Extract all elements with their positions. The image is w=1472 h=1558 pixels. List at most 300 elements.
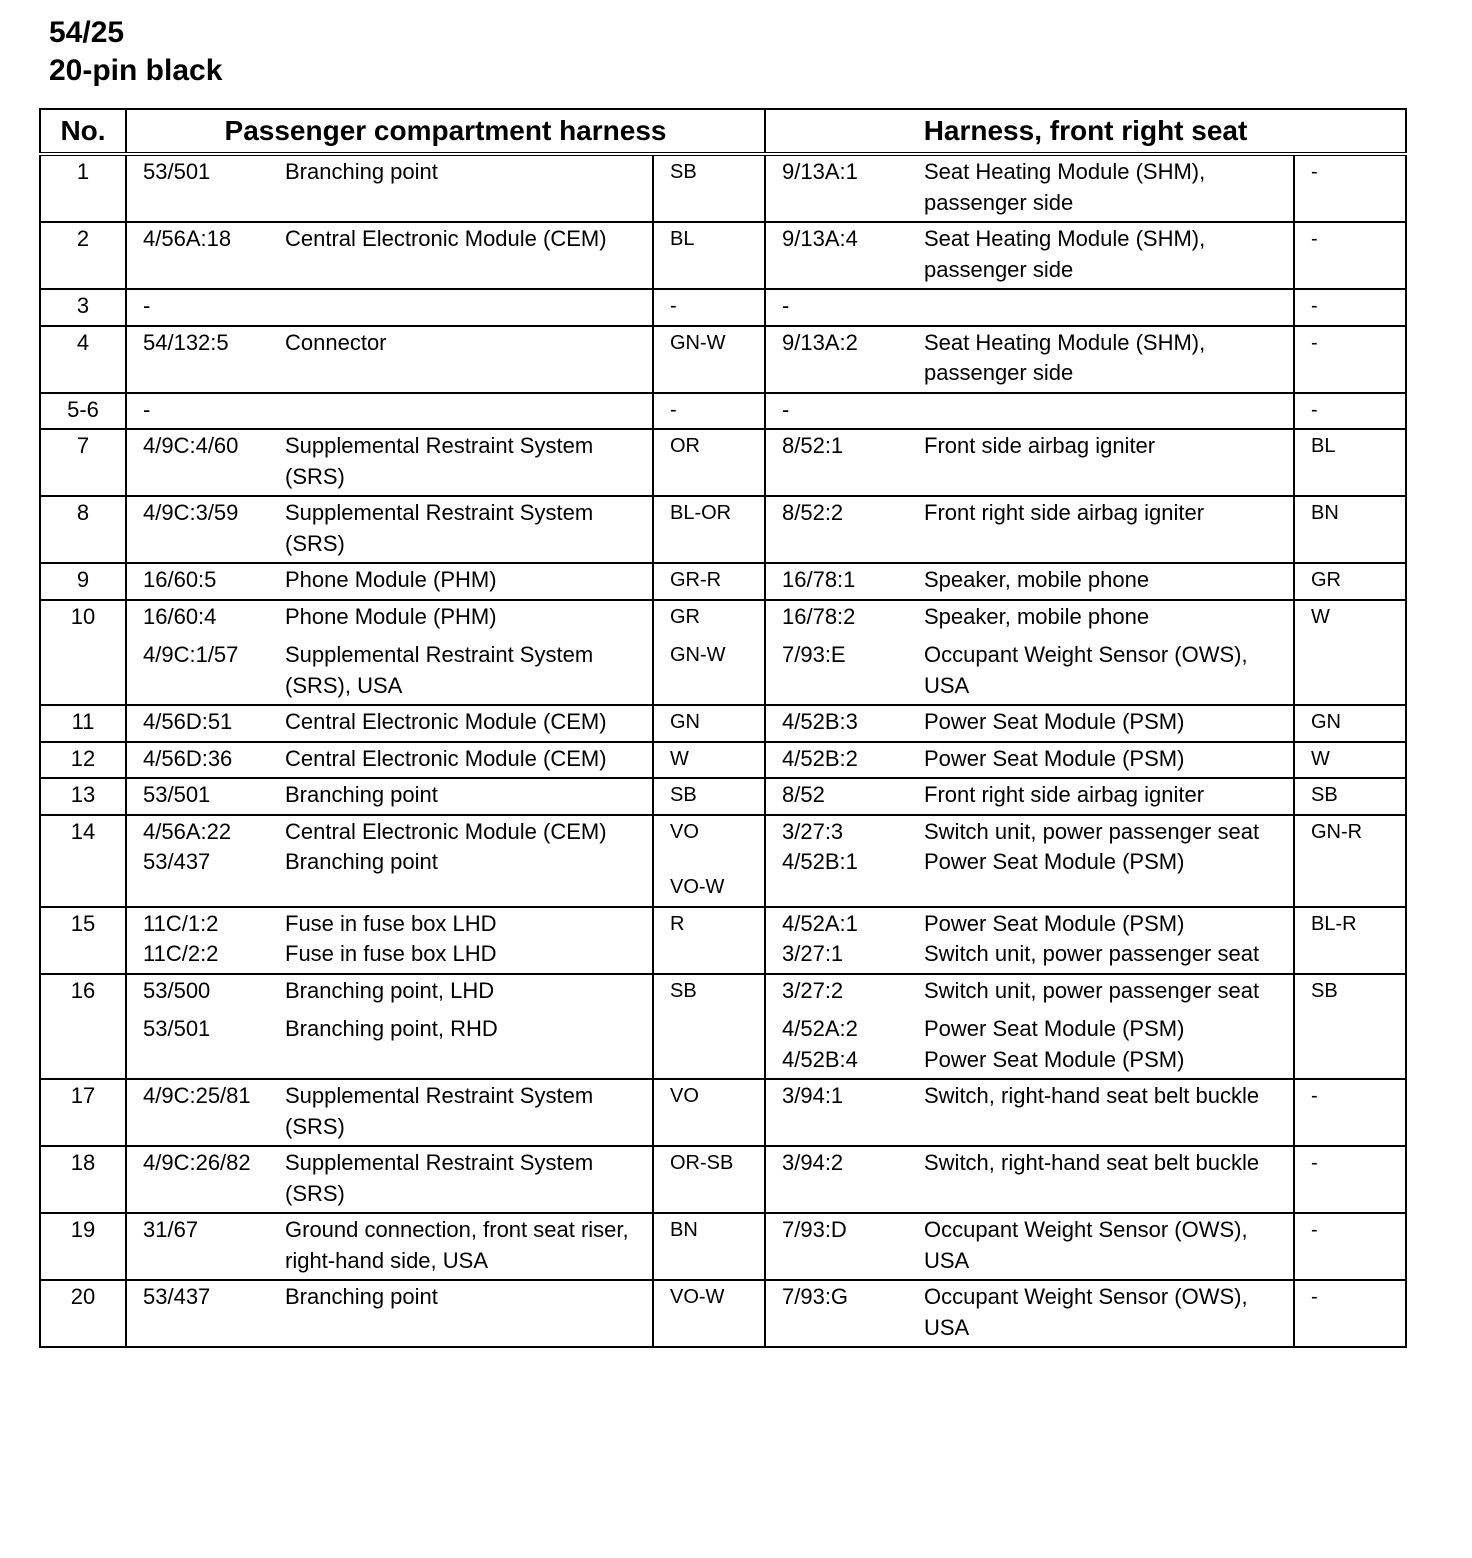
component-description: Speaker, mobile phone [924, 567, 1150, 592]
connector-pin: 4/52B:2 [782, 745, 858, 771]
wire-color: SB [1311, 979, 1338, 1002]
left-connection-entry [127, 744, 652, 775]
right-wire-color-cell [1294, 429, 1406, 496]
table-row [40, 222, 1406, 289]
left-harness-cell [126, 705, 653, 742]
connector-pin: 4/56D:51 [143, 709, 233, 734]
component-description: Supplemental Restraint System (SRS) [285, 433, 594, 489]
right-connection-entry [766, 817, 1293, 848]
component-description: Fuse in fuse box LHD [285, 941, 497, 966]
component-description [924, 395, 1293, 426]
connector-pin: 53/501 [143, 1016, 211, 1041]
left-connection-entry [127, 431, 652, 492]
wire-color: - [1311, 1286, 1318, 1308]
pin-number: 2 [40, 222, 126, 289]
left-wire-color-cell [653, 974, 765, 1080]
left-connection-entry [127, 602, 652, 633]
pin-number: 11 [40, 705, 126, 742]
right-harness-cell [765, 393, 1294, 430]
entry-spacer [766, 1006, 1293, 1014]
table-row [40, 496, 1406, 563]
right-wire-color-cell [1294, 1146, 1406, 1213]
left-harness-cell [126, 1213, 653, 1280]
table-row [40, 326, 1406, 393]
connector-pin: - [782, 293, 790, 318]
wire-color: BL [670, 228, 695, 250]
left-connection-entry [127, 565, 652, 596]
table-row [40, 289, 1406, 326]
table-row [40, 1146, 1406, 1213]
wire-color: SB [670, 979, 697, 1002]
right-connection-entry [766, 157, 1293, 218]
pin-number: 1 [40, 154, 126, 222]
right-harness-cell [765, 326, 1294, 393]
left-connection-entry [127, 498, 652, 559]
left-harness-cell [126, 1280, 653, 1347]
table-row [40, 1079, 1406, 1146]
component-description: Switch, right-hand seat belt buckle [924, 1083, 1260, 1108]
left-connection-entry [127, 1014, 652, 1045]
connector-pin: 4/9C:3/59 [143, 500, 239, 525]
left-wire-color-cell [653, 154, 765, 222]
component-description: Front side airbag igniter [924, 433, 1156, 458]
left-wire-color-cell [653, 705, 765, 742]
right-connection-entry [766, 498, 1293, 529]
connector-description: 20-pin black [49, 54, 223, 87]
right-harness-cell [765, 289, 1294, 326]
wire-color: GN [1311, 711, 1341, 733]
connector-pin: 4/9C:25/81 [143, 1083, 251, 1108]
right-wire-color-cell [1294, 1280, 1406, 1347]
right-connection-entry [766, 640, 1293, 701]
pin-number: 14 [40, 815, 126, 907]
connector-pin: 9/13A:4 [782, 226, 858, 251]
pin-number: 16 [40, 974, 126, 1080]
right-wire-color-cell [1294, 778, 1406, 815]
component-description: Phone Module (PHM) [285, 603, 497, 629]
left-harness-cell [126, 429, 653, 496]
component-description: Power Seat Module (PSM) [924, 709, 1185, 734]
component-description: Switch, right-hand seat belt buckle [924, 1150, 1260, 1175]
component-description: Supplemental Restraint System (SRS) [285, 1083, 594, 1139]
connector-pin: 31/67 [143, 1217, 199, 1242]
table-row [40, 742, 1406, 779]
component-description: Branching point [285, 1284, 438, 1309]
component-description: Power Seat Module (PSM) [924, 745, 1185, 771]
connector-pin: 4/9C:1/57 [143, 642, 239, 667]
connector-pin: 11C/2:2 [143, 941, 219, 966]
wire-color: GN-W [670, 331, 726, 354]
right-harness-cell [765, 815, 1294, 907]
right-wire-color-cell [1294, 496, 1406, 563]
component-description: Supplemental Restraint System (SRS), USA [285, 642, 594, 698]
right-connection-entry [766, 939, 1293, 970]
component-description [285, 291, 652, 322]
component-description: Front right side airbag igniter [924, 782, 1205, 807]
pin-number: 7 [40, 429, 126, 496]
component-description: Ground connection, front seat riser, right-hand side, USA [285, 1217, 629, 1273]
right-connection-entry [766, 1045, 1293, 1076]
connector-pin: 4/52B:4 [782, 1046, 858, 1072]
component-description: Branching point, RHD [285, 1016, 498, 1041]
connector-pin: 7/93:D [782, 1217, 847, 1242]
component-description: Branching point [285, 849, 438, 874]
pin-number: 5-6 [40, 393, 126, 430]
right-harness-cell [765, 705, 1294, 742]
right-wire-color-cell [1294, 907, 1406, 974]
component-description: Seat Heating Module (SHM), passenger side [924, 226, 1206, 282]
wire-color: - [670, 295, 677, 317]
left-wire-color-cell [653, 1079, 765, 1146]
left-connection-entry [127, 1081, 652, 1142]
right-connection-entry [766, 224, 1293, 285]
wire-color: BL-OR [670, 502, 732, 524]
component-description: Front right side airbag igniter [924, 500, 1205, 525]
component-description: Seat Heating Module (SHM), passenger side [924, 329, 1206, 385]
wire-color: BN [670, 1219, 698, 1241]
table-row [40, 705, 1406, 742]
component-description: Central Electronic Module (CEM) [285, 745, 607, 771]
table-row [40, 907, 1406, 974]
table-body [40, 154, 1406, 1347]
left-wire-color-cell [653, 600, 765, 706]
connector-pin: 53/437 [143, 1284, 211, 1309]
connector-pin: 11C/1:2 [143, 910, 219, 936]
left-connection-entry [127, 291, 652, 322]
left-harness-cell [126, 907, 653, 974]
right-connection-entry [766, 1081, 1293, 1112]
connector-pin: 9/13A:1 [782, 159, 858, 184]
table-row [40, 778, 1406, 815]
right-wire-color-cell [1294, 154, 1406, 222]
connector-pin: - [143, 396, 151, 422]
wire-color: VO [670, 1085, 699, 1107]
left-harness-cell [126, 289, 653, 326]
wire-color: SB [670, 161, 697, 183]
pin-number: 17 [40, 1079, 126, 1146]
left-connection-entry [127, 1148, 652, 1209]
component-description: Power Seat Module (PSM) [924, 1016, 1185, 1041]
right-connection-entry [766, 780, 1293, 811]
left-wire-color-cell [653, 778, 765, 815]
wire-color: GR-R [670, 569, 722, 591]
right-connection-entry [766, 707, 1293, 738]
component-description: Power Seat Module (PSM) [924, 849, 1185, 874]
left-harness-cell [126, 1146, 653, 1213]
header-right-harness: Harness, front right seat [765, 109, 1406, 154]
connector-pin: 53/501 [143, 159, 211, 184]
connector-pin: 53/501 [143, 782, 211, 807]
right-connection-entry [766, 291, 1293, 322]
wire-color: OR-SB [670, 1152, 734, 1174]
right-connection-entry [766, 976, 1293, 1007]
component-description: Switch unit, power passenger seat [924, 941, 1260, 966]
left-connection-entry [127, 707, 652, 738]
component-description: Power Seat Module (PSM) [924, 1046, 1185, 1072]
component-description: Switch unit, power passenger seat [924, 977, 1260, 1003]
left-wire-color-cell [653, 1280, 765, 1347]
right-wire-color-cell [1294, 742, 1406, 779]
left-connection-entry [127, 976, 652, 1007]
component-description: Fuse in fuse box LHD [285, 910, 497, 936]
right-wire-color-cell [1294, 815, 1406, 907]
right-wire-color-cell [1294, 393, 1406, 430]
pin-number: 10 [40, 600, 126, 706]
right-wire-color-cell [1294, 326, 1406, 393]
pin-number: 18 [40, 1146, 126, 1213]
component-description: Occupant Weight Sensor (OWS), USA [924, 1284, 1248, 1340]
connector-pin: 3/94:2 [782, 1150, 844, 1175]
left-wire-color-cell [653, 429, 765, 496]
wire-color: - [1311, 1085, 1318, 1107]
component-description: Branching point [285, 159, 438, 184]
wire-color: W [1311, 605, 1330, 628]
left-connection-entry [127, 640, 652, 701]
right-connection-entry [766, 565, 1293, 596]
left-wire-color-cell [653, 393, 765, 430]
right-wire-color-cell [1294, 1213, 1406, 1280]
left-harness-cell [126, 600, 653, 706]
right-connection-entry [766, 1148, 1293, 1179]
right-wire-color-cell [1294, 222, 1406, 289]
left-connection-entry [127, 224, 652, 255]
component-description: Power Seat Module (PSM) [924, 910, 1185, 936]
connector-pin: 9/13A:2 [782, 329, 858, 355]
wire-color: BL [1311, 435, 1336, 457]
right-connection-entry [766, 1282, 1293, 1343]
wire-color: GR [1311, 569, 1341, 591]
connector-pin: 16/60:5 [143, 567, 217, 592]
right-harness-cell [765, 1079, 1294, 1146]
wire-color: GR [670, 605, 700, 628]
pin-number: 15 [40, 907, 126, 974]
table-row [40, 563, 1406, 600]
connector-pin: 7/93:E [782, 642, 846, 667]
left-harness-cell [126, 974, 653, 1080]
connector-number: 54/25 [49, 16, 125, 49]
left-wire-color-cell [653, 222, 765, 289]
right-harness-cell [765, 778, 1294, 815]
connector-pin: 4/9C:26/82 [143, 1150, 251, 1175]
wire-color: VO-W [670, 876, 725, 898]
connector-pin: 4/56A:18 [143, 226, 232, 251]
right-connection-entry [766, 1014, 1293, 1045]
connector-pin: - [143, 293, 151, 318]
table-row [40, 154, 1406, 222]
left-connection-entry [127, 157, 652, 188]
table-row [40, 815, 1406, 907]
left-harness-cell [126, 742, 653, 779]
connector-pin: 54/132:5 [143, 329, 229, 355]
table-row [40, 1213, 1406, 1280]
pin-number: 19 [40, 1213, 126, 1280]
right-wire-color-cell [1294, 600, 1406, 706]
component-description: Central Electronic Module (CEM) [285, 709, 607, 734]
component-description [285, 395, 652, 426]
left-harness-cell [126, 154, 653, 222]
wire-color: - [1311, 1219, 1318, 1241]
right-connection-entry [766, 431, 1293, 462]
connector-pin: 16/60:4 [143, 603, 217, 629]
pin-number: 12 [40, 742, 126, 779]
right-connection-entry [766, 602, 1293, 633]
table-row [40, 429, 1406, 496]
wire-color: - [1311, 1152, 1318, 1174]
left-wire-color-cell [653, 907, 765, 974]
connector-pin: 8/52:1 [782, 433, 844, 458]
wire-color: GN-W [670, 644, 726, 666]
connector-pin: 7/93:G [782, 1284, 849, 1309]
component-description: Speaker, mobile phone [924, 603, 1150, 629]
left-connection-entry [127, 847, 652, 878]
connector-pin: 8/52:2 [782, 500, 844, 525]
connector-pin: 8/52 [782, 782, 825, 807]
pin-number: 13 [40, 778, 126, 815]
connector-pin: 16/78:2 [782, 603, 856, 629]
component-description [924, 291, 1293, 322]
component-description: Connector [285, 329, 387, 355]
wire-color: - [1311, 331, 1318, 354]
right-harness-cell [765, 1146, 1294, 1213]
component-description: Branching point, LHD [285, 977, 495, 1003]
left-wire-color-cell [653, 1146, 765, 1213]
left-wire-color-cell [653, 742, 765, 779]
right-harness-cell [765, 974, 1294, 1080]
left-wire-color-cell [653, 1213, 765, 1280]
table-row [40, 393, 1406, 430]
connector-pin: 16/78:1 [782, 567, 856, 592]
right-harness-cell [765, 154, 1294, 222]
wire-color: OR [670, 435, 700, 457]
table-row [40, 974, 1406, 1080]
component-description: Occupant Weight Sensor (OWS), USA [924, 642, 1248, 698]
connector-pin: 4/52A:1 [782, 910, 858, 936]
wire-color: GN [670, 711, 700, 733]
wire-color: SB [1311, 784, 1338, 806]
pin-number: 20 [40, 1280, 126, 1347]
right-harness-cell [765, 1213, 1294, 1280]
wire-color: - [1311, 228, 1318, 250]
connector-pin: 53/437 [143, 849, 211, 874]
wire-color: - [670, 398, 677, 421]
right-harness-cell [765, 563, 1294, 600]
right-wire-color-cell [1294, 974, 1406, 1080]
pin-number: 4 [40, 326, 126, 393]
right-connection-entry [766, 328, 1293, 389]
right-wire-color-cell [1294, 1079, 1406, 1146]
wire-color: BL-R [1311, 912, 1357, 935]
component-description: Branching point [285, 782, 438, 807]
left-harness-cell [126, 496, 653, 563]
left-wire-color-cell [653, 496, 765, 563]
right-connection-entry [766, 1215, 1293, 1276]
connector-pin: 3/94:1 [782, 1083, 844, 1108]
right-harness-cell [765, 600, 1294, 706]
wire-color: BN [1311, 502, 1339, 524]
pin-number: 3 [40, 289, 126, 326]
left-connection-entry [127, 780, 652, 811]
pin-table [39, 108, 1407, 1348]
entry-spacer [127, 632, 652, 640]
right-connection-entry [766, 847, 1293, 878]
left-connection-entry [127, 909, 652, 940]
left-connection-entry [127, 817, 652, 848]
component-description: Central Electronic Module (CEM) [285, 226, 607, 251]
right-harness-cell [765, 222, 1294, 289]
left-connection-entry [127, 939, 652, 970]
left-connection-entry [127, 395, 652, 426]
table-header-row [40, 109, 1406, 154]
left-wire-color-cell [653, 326, 765, 393]
component-description: Switch unit, power passenger seat [924, 818, 1260, 844]
connector-pin: 4/52A:2 [782, 1016, 858, 1041]
connector-pin: 3/27:2 [782, 977, 844, 1003]
left-wire-color-cell [653, 289, 765, 326]
right-harness-cell [765, 907, 1294, 974]
wire-color: R [670, 912, 685, 935]
connector-pin: 4/56D:36 [143, 745, 233, 771]
connector-pin: 4/56A:22 [143, 818, 232, 844]
right-connection-entry [766, 909, 1293, 940]
pin-number: 8 [40, 496, 126, 563]
table-row [40, 600, 1406, 706]
left-harness-cell [126, 1079, 653, 1146]
left-harness-cell [126, 815, 653, 907]
left-harness-cell [126, 778, 653, 815]
left-harness-cell [126, 393, 653, 430]
right-wire-color-cell [1294, 705, 1406, 742]
left-connection-entry [127, 1215, 652, 1276]
component-description: Phone Module (PHM) [285, 567, 497, 592]
connector-pin: 53/500 [143, 977, 211, 1003]
connector-pin: 4/52B:3 [782, 709, 858, 734]
wire-color: - [1311, 295, 1318, 317]
left-wire-color-cell [653, 563, 765, 600]
page-title-block [49, 14, 222, 90]
pin-number: 9 [40, 563, 126, 600]
left-harness-cell [126, 222, 653, 289]
component-description: Occupant Weight Sensor (OWS), USA [924, 1217, 1248, 1273]
right-connection-entry [766, 744, 1293, 775]
wire-color: VO [670, 820, 699, 843]
wire-color: SB [670, 784, 697, 806]
component-description: Supplemental Restraint System (SRS) [285, 500, 594, 556]
connector-pin: 3/27:1 [782, 941, 844, 966]
wire-color: - [1311, 161, 1318, 183]
table-row [40, 1280, 1406, 1347]
left-wire-color-cell [653, 815, 765, 907]
connector-pin: - [782, 396, 790, 422]
right-wire-color-cell [1294, 289, 1406, 326]
component-description: Seat Heating Module (SHM), passenger side [924, 159, 1206, 215]
connector-pin: 3/27:3 [782, 818, 844, 844]
header-no: No. [40, 109, 126, 154]
right-connection-entry [766, 395, 1293, 426]
right-harness-cell [765, 1280, 1294, 1347]
wire-color: W [670, 747, 689, 770]
component-description: Central Electronic Module (CEM) [285, 818, 607, 844]
wire-color: - [1311, 398, 1318, 421]
entry-spacer [766, 632, 1293, 640]
right-harness-cell [765, 496, 1294, 563]
header-left-harness: Passenger compartment harness [126, 109, 765, 154]
left-connection-entry [127, 328, 652, 359]
wire-color: GN-R [1311, 820, 1363, 843]
component-description: Supplemental Restraint System (SRS) [285, 1150, 594, 1206]
left-harness-cell [126, 326, 653, 393]
right-harness-cell [765, 742, 1294, 779]
entry-spacer [127, 1006, 652, 1014]
